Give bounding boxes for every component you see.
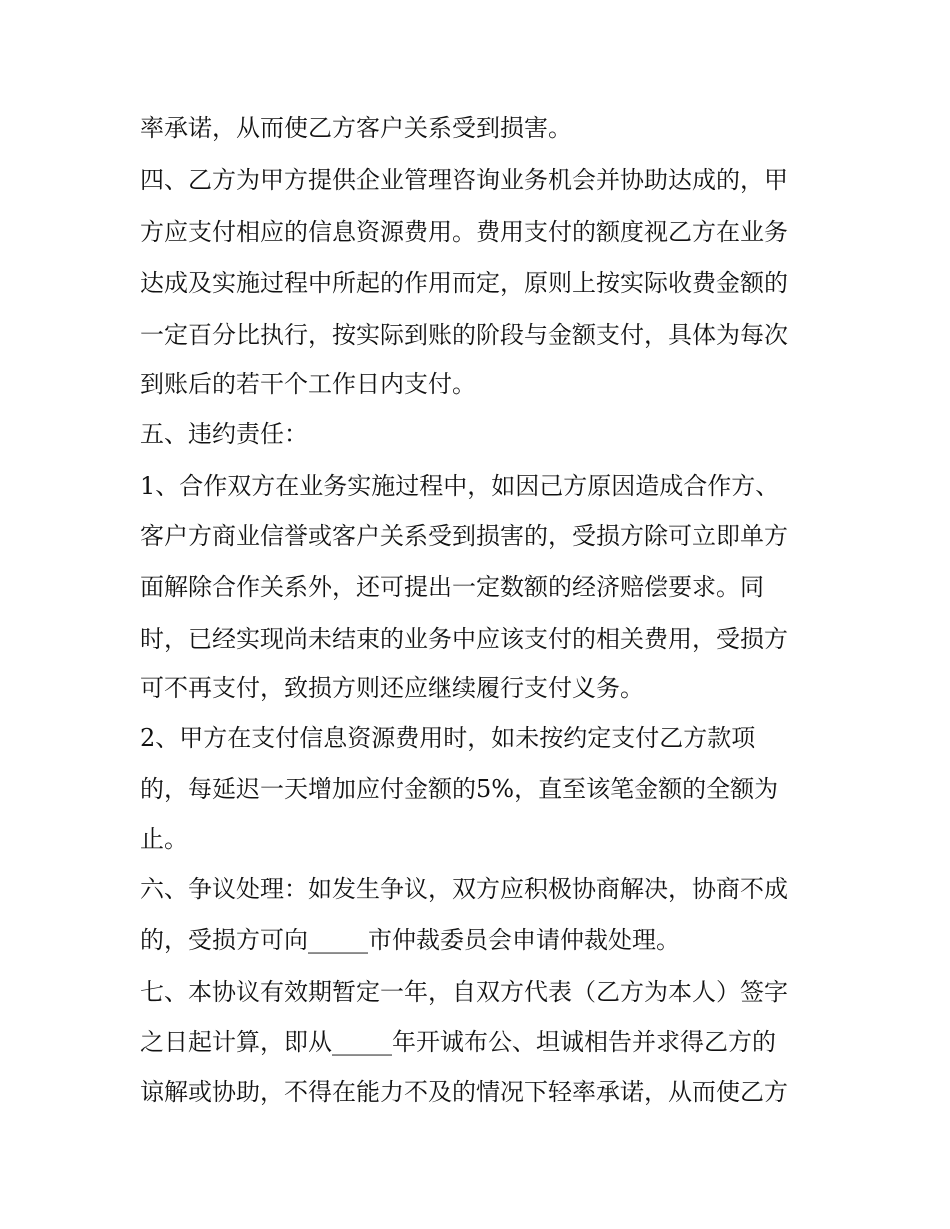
text-line: 时，已经实现尚未结束的业务中应该支付的相关费用，受损方: [140, 625, 788, 653]
text-line: 六、争议处理：如发生争议，双方应积极协商解决，协商不成: [140, 875, 788, 903]
section-heading: 五、违约责任：: [140, 420, 308, 448]
text-line: 的，受损方可向_____市仲裁委员会申请仲裁处理。: [140, 926, 680, 954]
text-line: 率承诺，从而使乙方客户关系受到损害。: [140, 114, 572, 142]
text-line: 一定百分比执行，按实际到账的阶段与金额支付，具体为每次: [140, 321, 788, 349]
text-line: 客户方商业信誉或客户关系受到损害的，受损方除可立即单方: [140, 522, 788, 550]
text-line: 之日起计算，即从_____年开诚布公、坦诚相告并求得乙方的: [140, 1028, 776, 1056]
text-line: 方应支付相应的信息资源费用。费用支付的额度视乙方在业务: [140, 218, 788, 246]
text-line: 七、本协议有效期暂定一年，自双方代表（乙方为本人）签字: [140, 978, 788, 1006]
text-line: 到账后的若干个工作日内支付。: [140, 370, 476, 398]
text-line: 1、合作双方在业务实施过程中，如因己方原因造成合作方、: [140, 472, 780, 500]
text-line: 可不再支付，致损方则还应继续履行支付义务。: [140, 674, 644, 702]
text-line: 2、甲方在支付信息资源费用时，如未按约定支付乙方款项: [140, 724, 756, 752]
text-line: 面解除合作关系外，还可提出一定数额的经济赔偿要求。同: [140, 573, 764, 601]
text-line: 谅解或协助，不得在能力不及的情况下轻率承诺，从而使乙方: [140, 1078, 788, 1106]
text-line: 达成及实施过程中所起的作用而定，原则上按实际收费金额的: [140, 269, 788, 297]
text-line: 的，每延迟一天增加应付金额的5%，直至该笔金额的全额为: [140, 775, 779, 803]
text-line: 四、乙方为甲方提供企业管理咨询业务机会并协助达成的，甲: [140, 166, 788, 194]
text-line: 止。: [140, 825, 188, 853]
